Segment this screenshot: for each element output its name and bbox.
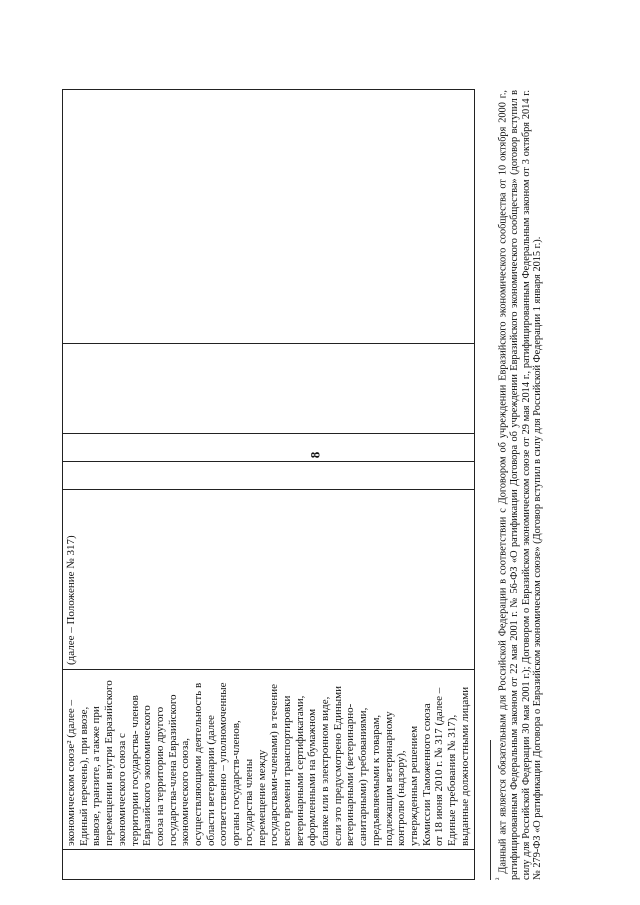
table-cell-number (63, 850, 475, 880)
table-cell-empty-3 (63, 344, 475, 434)
page-number: 8 (307, 451, 323, 459)
footnote (493, 90, 544, 880)
table-cell-reference (63, 490, 475, 670)
requirement-text: экономическом союзе² (далее – Единый перечень), при ввозе, вывозе, транзите, а также при перемещении внутри Евразийского экономического союза с территории государства- членов Евразийского экономического союза на территорию другого государства-члена Евразийского экономического союза, осуществляющими деятельность в области ветеринарии (далее соответственно – уполномоченные органы государств-членов, государства члены перемещение между государствами-членами) в течение всего времени транспортировки ветеринарными сертификатами, оформленными на бумажном бланке или в электронном виде, если это предусмотрено Едиными ветеринарными (ветеринарно- санитарными) требованиями, предъявляемыми к товарам, подлежащим ветеринарному контролю (надзору), утвержденным решением Комиссии Таможенного союза от 18 июня 2010 г. № 317 (далее – Единые требования № 317), выданные должностными лицами (65, 680, 471, 846)
reference-text: (далее – Положение № 317) (65, 535, 77, 665)
rotated-page-content (62, 85, 582, 880)
footnote-text: Данный акт является обязательным для Российской Федерации в соответствии с Договором об учреждении Евразийского экономического сообщества от 10 октября 2000 г., ратифицированным Федеральным законом от 22 мая 2001 г. № 56-ФЗ «О ратификации Договора об учреждении Евразийского экономического сообщества» (договор вступил в силу для Российской Федерации 30 мая 2001 г.); Договором о Евразийском экономическом союзе от 29 мая 2014 г., ратифицированным Федеральным законом от 3 октября 2014 г. № 279-ФЗ «О ратификации Договора о Евразийском экономическом союзе» (Договор вступил в силу для Российской Федерации 1 января 2015 г.). (497, 90, 544, 880)
footnote-marker: ² (494, 877, 503, 880)
table-cell-empty-2 (63, 434, 475, 462)
footnote-separator (490, 740, 491, 880)
requirements-table (62, 89, 475, 880)
table-cell-empty-1 (63, 462, 475, 490)
table-cell-empty-4 (63, 90, 475, 344)
table-cell-requirement (63, 670, 475, 850)
